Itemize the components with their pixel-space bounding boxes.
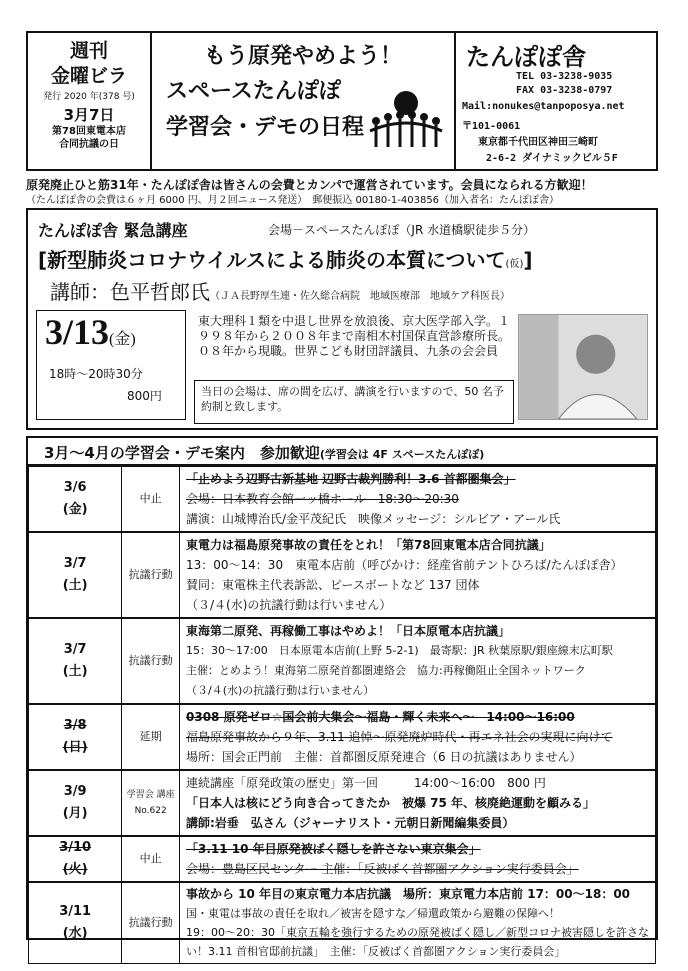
- event-details: 事故から 10 年目の東京電力本店抗議 場所：東京電力本店前 17：00～18：00 国・東電は事故の責任を取れ／被害を隠すな／帰還政策から避難の保障へ！ 19：00～20：30「東京五輪を強行するための原発被ばく隠し／新型コロナ被害隠しを許さな い！3.11 首相官邸前抗議」 主催：「反被ばく首都圏アクション実行委員会」: [180, 882, 656, 964]
- lecture-title: [新型肺炎コロナウイルスによる肺炎の本質について(仮)]: [38, 248, 533, 272]
- issue-event-line2: 合同抗議の日: [59, 139, 119, 150]
- lecture-venue: 会場－スペースたんぽぽ（JR 水道橋駅徒歩５分）: [268, 223, 536, 237]
- table-row: [29, 618, 656, 704]
- event-type: 中止: [122, 467, 180, 533]
- event-date: 3/9 (月): [29, 770, 122, 836]
- event-type: 学習会 講座No.622: [122, 770, 180, 836]
- emergency-lecture-box: [26, 208, 658, 430]
- issue-title-weekly: 週刊: [69, 40, 108, 62]
- brand-name: たんぽぽ舎: [466, 43, 586, 71]
- event-details: 連続講座「原発政策の歴史」第一回 14:00～16:00 800 円 「日本人は核にどう向き合ってきたか 被爆 75 年、核廃絶運動を顧みる」 講師:岩垂 弘さん（ジャーナリスト・元朝日新聞編集委員）: [180, 770, 656, 836]
- event-type: 抗議行動: [122, 618, 180, 704]
- issue-box: [26, 31, 150, 171]
- lecture-time: 18時～20時30分: [49, 367, 143, 381]
- event-date: 3/7 (土): [29, 532, 122, 618]
- event-type: 中止: [122, 836, 180, 882]
- event-type: 抗議行動: [122, 882, 180, 964]
- slogan-box: [150, 31, 456, 171]
- table-row: [29, 532, 656, 618]
- event-date: 3/7 (土): [29, 618, 122, 704]
- event-details: 東海第二原発、再稼働工事はやめよ！「日本原電本店抗議」 15：30～17:00 日本原電本店前(上野 5-2-1) 最寄駅：JR 秋葉原駅/銀座線末広町駅 主催：とめよう！東海第二原発首都圏連絡会 協力:再稼働阻止全国ネットワーク （３/４(水)の抗議行動は行いません）: [180, 618, 656, 704]
- event-type: 抗議行動: [122, 532, 180, 618]
- issue-date: 3月7日: [63, 106, 115, 124]
- address-line1: 東京都千代田区神田三崎町: [478, 137, 598, 148]
- table-row: [29, 467, 656, 533]
- event-date: 3/11 (水): [29, 882, 122, 964]
- membership-line: 原発廃止ひと筋31年・たんぽぽ舎は皆さんの会費とカンパで運営されています。会員になられる方歓迎！: [26, 178, 593, 192]
- event-details: 0308 原発ゼロ☆国会前大集会～福島・輝く未来へ～ 14:00～16:00 福島原発事故から９年、3.11 追悼～原発廃炉時代・再エネ社会の実現に向けて 場所：国会正門前 主催：首都圏反原発連合（6 日の抗議はありません）: [180, 704, 656, 770]
- address-line2: 2-6-2 ダイナミックビル５F: [486, 153, 618, 164]
- event-details: 「3.11 10 年目原発被ばく隠しを許さない東京集会」 会場：豊島区民センター 主催：「反被ばく首都圏アクション実行委員会」: [180, 836, 656, 882]
- issue-event-line1: 第78回東電本店: [52, 126, 126, 137]
- slogan-text: もう原発やめよう！: [203, 44, 402, 69]
- lecture-speaker: 講師：色平哲郎氏（ＪＡ長野厚生連・佐久総合病院 地域医療部 地域ケア科医長）: [50, 280, 510, 304]
- table-row: [29, 882, 656, 964]
- event-details: 「止めよう辺野古新基地 辺野古裁判勝利！3.6 首都圏集会」 会場：日本教育会館一ッ橋ホール 18:30～20:30 講演：山城博治氏/金平茂紀氏 映像メッセージ：シルビア・アール氏: [180, 467, 656, 533]
- event-date: 3/10 (火): [29, 836, 122, 882]
- fax-number: FAX 03-3238-0797: [516, 85, 613, 96]
- event-type: 延期: [122, 704, 180, 770]
- schedule-box: [26, 436, 658, 958]
- contact-box: [456, 31, 658, 171]
- lecture-date-box: [36, 310, 186, 420]
- table-row: [29, 704, 656, 770]
- table-row: [29, 770, 656, 836]
- dancing-people-illustration: [366, 85, 446, 155]
- speaker-bio: 東大理科１類を中退し世界を放浪後、京大医学部入学。１９９８年から２００８年まで南相木村国保直営診療所長。０８年から現職。世界こども財団評議員、九条の会会員: [198, 314, 511, 358]
- postal-transfer-line: （たんぽぽ舎の会費は６ヶ月 6000 円、月２回ニュース発送） 郵便振込 00180-1-403856（加入者名：たんぽぽ舎）: [26, 195, 560, 206]
- schedule-heading: 3月～4月の学習会・デモ案内 参加歓迎(学習会は 4F スペースたんぽぽ): [28, 438, 656, 466]
- event-date: 3/6 (金): [29, 467, 122, 533]
- lecture-heading: たんぽぽ舎 緊急講座: [38, 221, 188, 240]
- schedule-venue-note: (学習会は 4F スペースたんぽぽ): [319, 448, 485, 461]
- reservation-notice: 当日の会場は、席の間を広げ、講演を行いますので、50 名予約制と致します。: [194, 380, 514, 424]
- issue-title-friday-flyer: 金曜ビラ: [50, 65, 127, 87]
- table-row: [29, 836, 656, 882]
- issue-number: 発行 2020 年(378 号): [43, 92, 135, 102]
- lecture-fee: 800円: [127, 389, 162, 403]
- schedule-table: [28, 466, 656, 964]
- zip-code: 〒101-0061: [462, 121, 521, 132]
- event-details: 東電力は福島原発事故の責任をとれ！「第78回東電本店合同抗議」 13：00～14：30 東電本店前（呼びかけ：経産省前テントひろば/たんぽぽ舎） 賛同：東電株主代表訴訟、ピースボートなど 137 団体 （３/４(水)の抗議行動は行いません）: [180, 532, 656, 618]
- lecture-date: 3/13(金): [45, 312, 136, 352]
- speaker-affiliation: （ＪＡ長野厚生連・佐久総合病院 地域医療部 地域ケア科医長）: [210, 291, 510, 302]
- space-subtitle: 学習会・デモの日程: [166, 115, 365, 140]
- speaker-photo: [518, 314, 648, 420]
- event-date: 3/8 (日): [29, 704, 122, 770]
- email-address[interactable]: Mail:nonukes@tanpoposya.net: [462, 101, 625, 112]
- space-name: スペースたんぽぽ: [166, 79, 341, 104]
- tel-number: TEL 03-3238-9035: [516, 71, 613, 82]
